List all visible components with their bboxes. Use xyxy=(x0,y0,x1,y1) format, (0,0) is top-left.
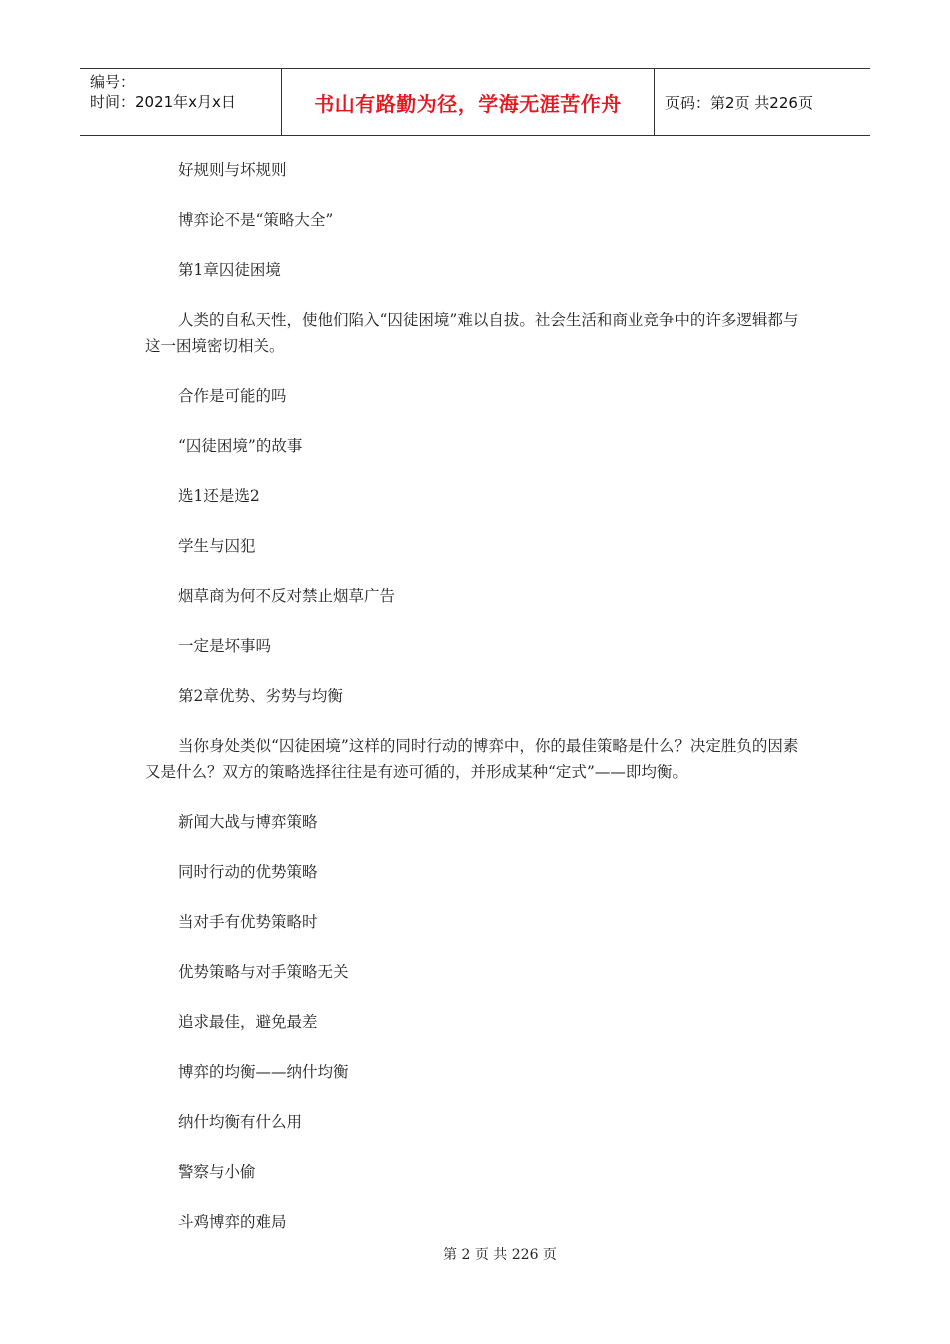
toc-line: 同时行动的优势策略 xyxy=(178,863,318,881)
toc-line: 一定是坏事吗 xyxy=(178,637,272,655)
toc-line: 选1还是选2 xyxy=(178,487,260,505)
toc-line: 优势策略与对手策略无关 xyxy=(178,963,349,981)
header-meta xyxy=(80,69,282,135)
toc-line: 纳什均衡有什么用 xyxy=(178,1113,303,1131)
chapter-heading: 第1章囚徒困境 xyxy=(178,261,281,279)
toc-line: 博弈的均衡——纳什均衡 xyxy=(178,1063,349,1081)
chapter-heading: 第2章优势、劣势与均衡 xyxy=(178,687,343,705)
toc-line: 烟草商为何不反对禁止烟草广告 xyxy=(178,587,396,605)
header-motto: 书山有路勤为径，学海无涯苦作舟 xyxy=(282,69,655,135)
toc-line: 追求最佳，避免最差 xyxy=(178,1013,318,1031)
toc-line: 好规则与坏规则 xyxy=(178,161,287,179)
toc-line: 当对手有优势策略时 xyxy=(178,913,318,931)
document-body xyxy=(145,157,810,1259)
toc-line: 警察与小偷 xyxy=(178,1163,256,1181)
number-label: 编号： xyxy=(90,73,136,91)
toc-line: 博弈论不是“策略大全” xyxy=(178,211,334,229)
date-label: 时间：2021年x月x日 xyxy=(90,93,236,111)
chapter-summary: 当你身处类似“囚徒困境”这样的同时行动的博弈中，你的最佳策略是什么？决定胜负的因素又是什么？双方的策略选择往往是有迹可循的，并形成某种“定式”——即均衡。 xyxy=(145,737,799,781)
toc-line: 学生与囚犯 xyxy=(178,537,256,555)
toc-line: 新闻大战与博弈策略 xyxy=(178,813,318,831)
toc-line: “囚徒困境”的故事 xyxy=(178,437,303,455)
chapter-summary: 人类的自私天性，使他们陷入“囚徒困境”难以自拔。社会生活和商业竞争中的许多逻辑都与这一困境密切相关。 xyxy=(145,311,799,355)
page-footer: 第 2 页 共 226 页 xyxy=(443,1247,557,1263)
page-header xyxy=(80,68,870,136)
header-page-info: 页码：第2页 共226页 xyxy=(665,93,813,112)
toc-line: 合作是可能的吗 xyxy=(178,387,287,405)
toc-line: 斗鸡博弈的难局 xyxy=(178,1213,287,1231)
